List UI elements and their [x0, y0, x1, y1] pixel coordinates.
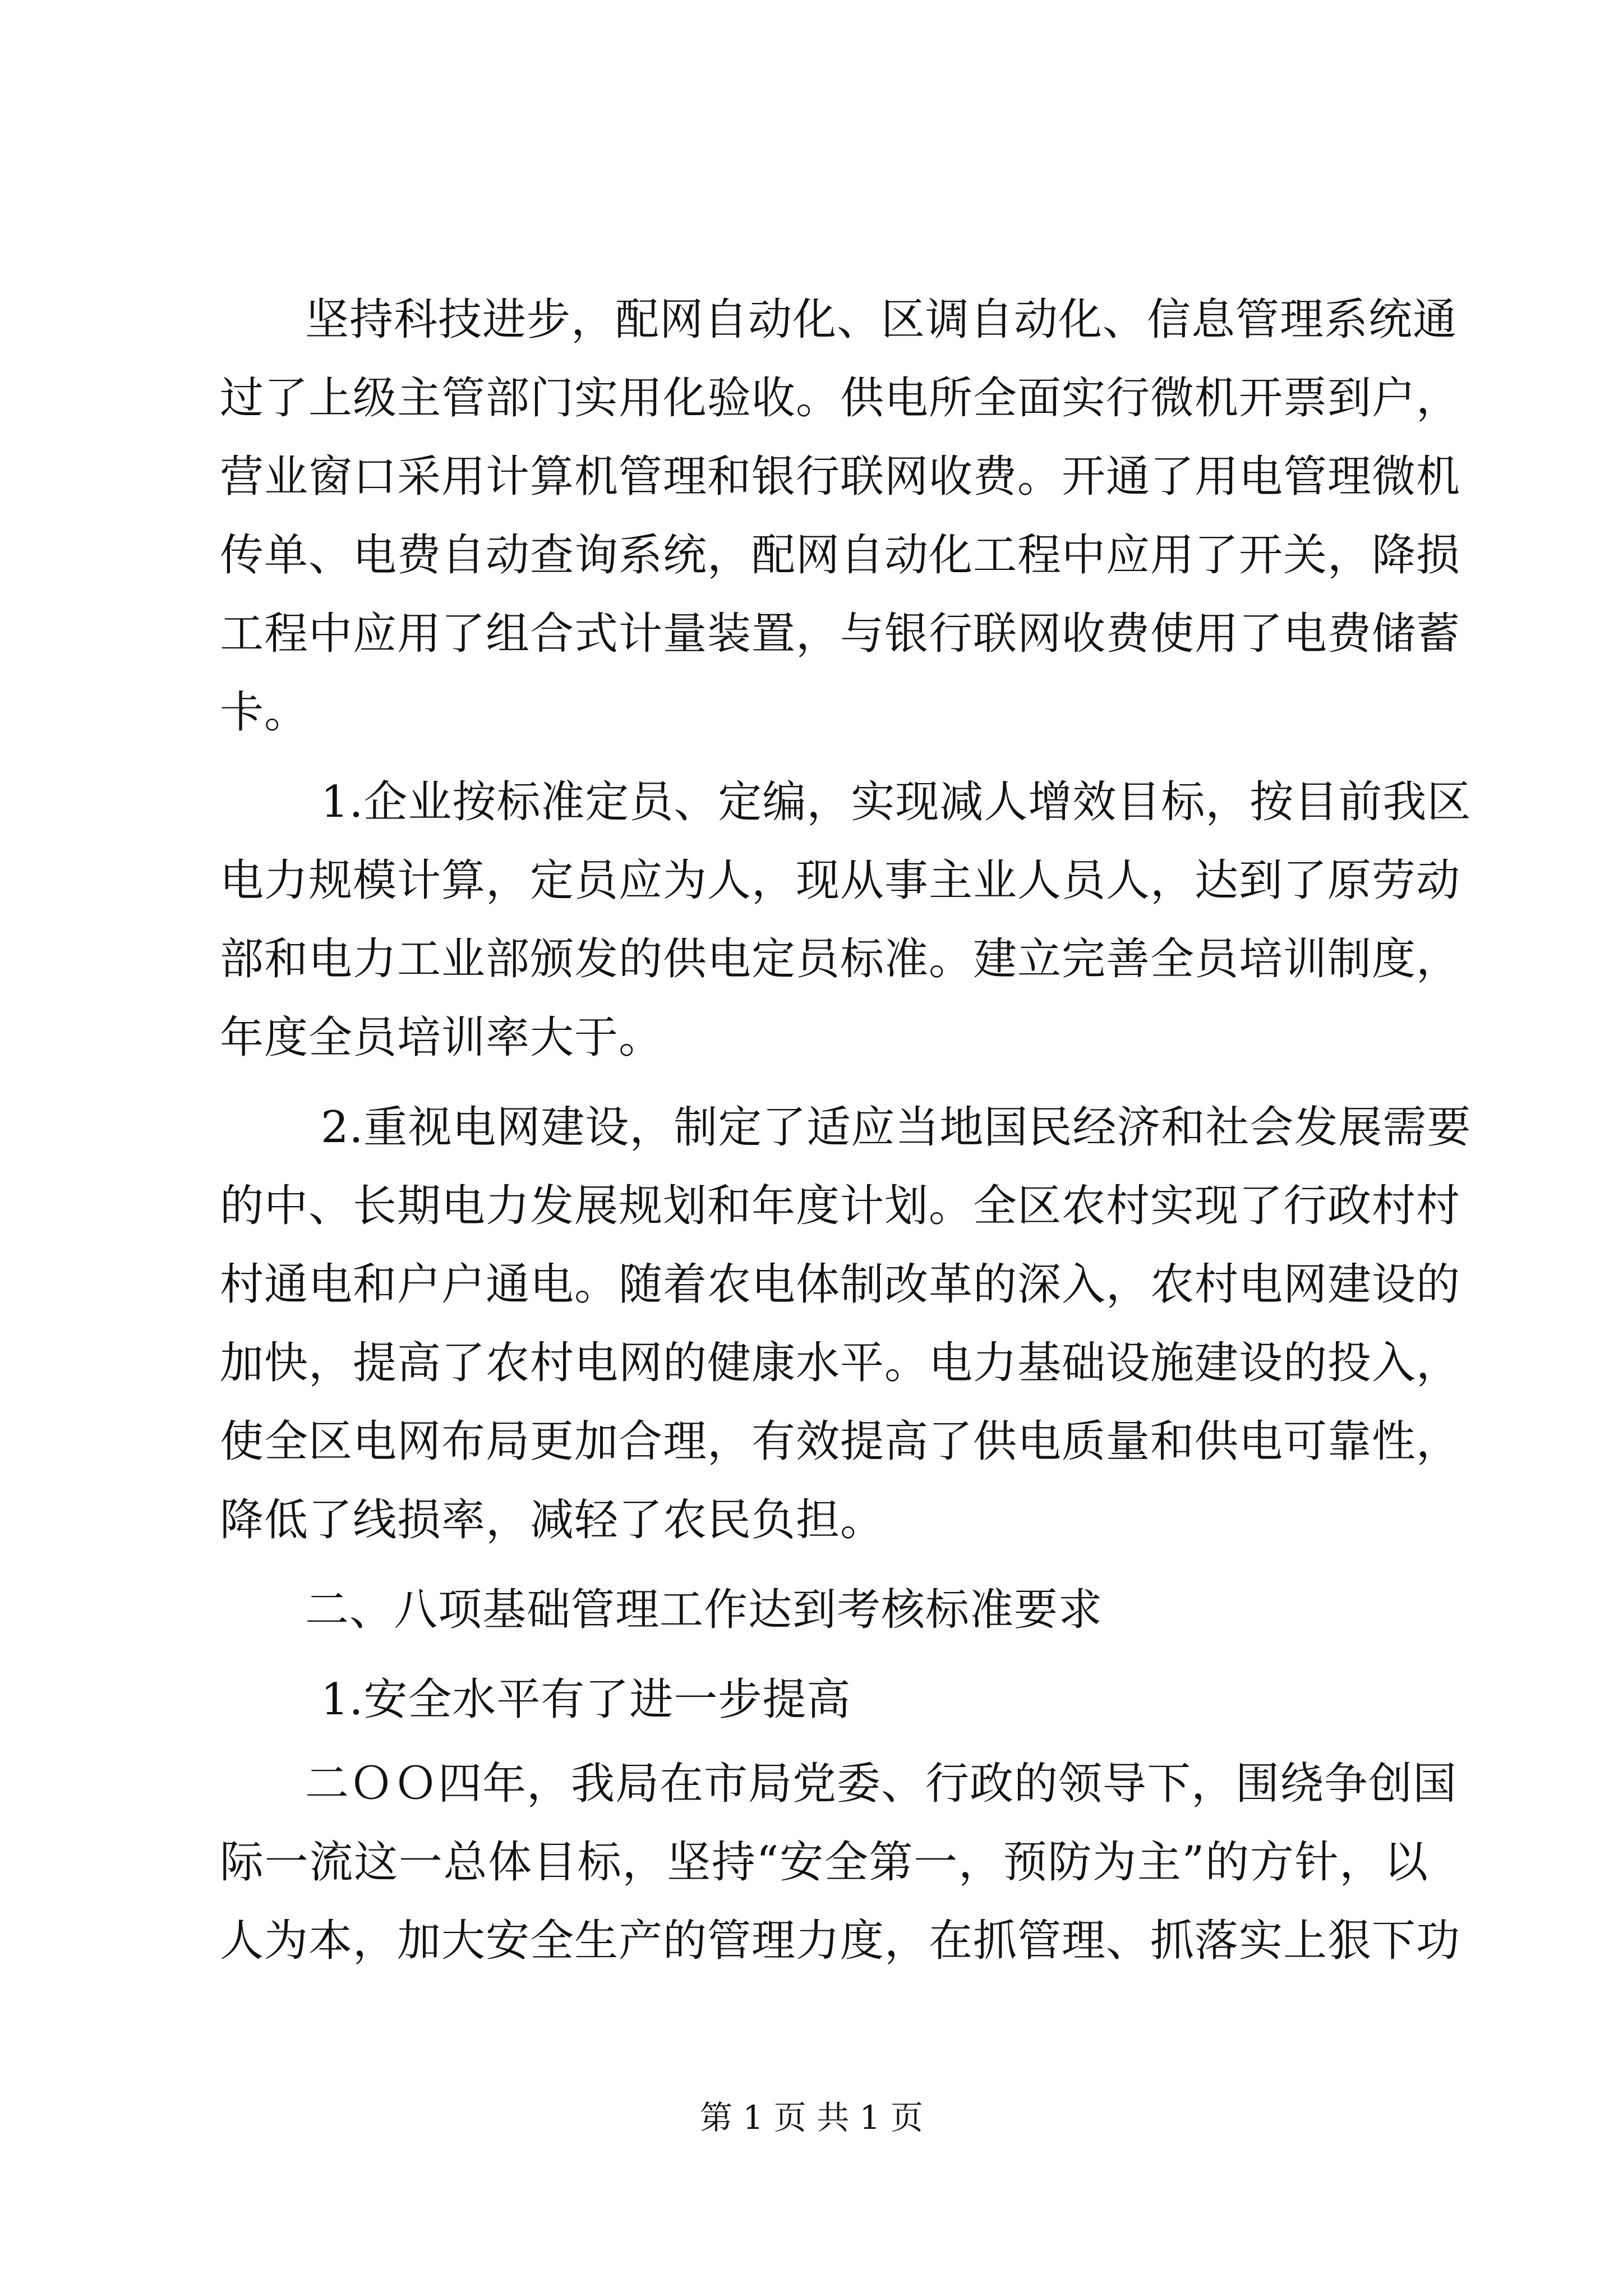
paragraph-line: 2.重视电网建设，制定了适应当地国民经济和社会发展需要	[321, 1102, 1472, 1153]
section-heading: 二、八项基础管理工作达到考核标准要求	[305, 1585, 1103, 1635]
paragraph-line: 年度全员培训率大于。	[220, 1013, 663, 1063]
paragraph-line: 人为本，加大安全生产的管理力度，在抓管理、抓落实上狠下功	[220, 1916, 1461, 1966]
paragraph-line: 传单、电费自动查询系统，配网自动化工程中应用了开关，降损	[220, 530, 1461, 581]
paragraph-line: 1.企业按标准定员、定编，实现减人增效目标，按目前我区	[321, 777, 1472, 827]
paragraph-line: 的中、长期电力发展规划和年度计划。全区农村实现了行政村村	[220, 1181, 1461, 1231]
paragraph-line: 过了上级主管部门实用化验收。供电所全面实行微机开票到户，	[220, 373, 1461, 424]
paragraph-line: 电力规模计算，定员应为人，现从事主业人员人，达到了原劳动	[220, 855, 1461, 906]
paragraph-line: 部和电力工业部颁发的供电定员标准。建立完善全员培训制度，	[220, 934, 1461, 984]
paragraph-line: 降低了线损率，减轻了农民负担。	[220, 1495, 885, 1545]
page-footer: 第 1 页 共 1 页	[700, 2099, 923, 2137]
paragraph-line: 际一流这一总体目标，坚持“安全第一，预防为主”的方针，以	[220, 1837, 1428, 1888]
paragraph-line: 坚持科技进步，配网自动化、区调自动化、信息管理系统通	[305, 295, 1458, 345]
paragraph-line: 营业窗口采用计算机管理和银行联网收费。开通了用电管理微机	[220, 452, 1461, 502]
paragraph-line: 二ＯＯ四年，我局在市局党委、行政的领导下，围绕争创国	[305, 1759, 1458, 1809]
paragraph-line: 村通电和户户通电。随着农电体制改革的深入，农村电网建设的	[220, 1259, 1461, 1310]
paragraph-line: 工程中应用了组合式计量装置，与银行联网收费使用了电费储蓄	[220, 609, 1461, 659]
paragraph-line: 使全区电网布局更加合理，有效提高了供电质量和供电可靠性，	[220, 1416, 1461, 1467]
paragraph-line: 加快，提高了农村电网的健康水平。电力基础设施建设的投入，	[220, 1338, 1461, 1388]
subsection-heading: 1.安全水平有了进一步提高	[321, 1674, 851, 1725]
paragraph-line: 卡。	[220, 687, 309, 738]
